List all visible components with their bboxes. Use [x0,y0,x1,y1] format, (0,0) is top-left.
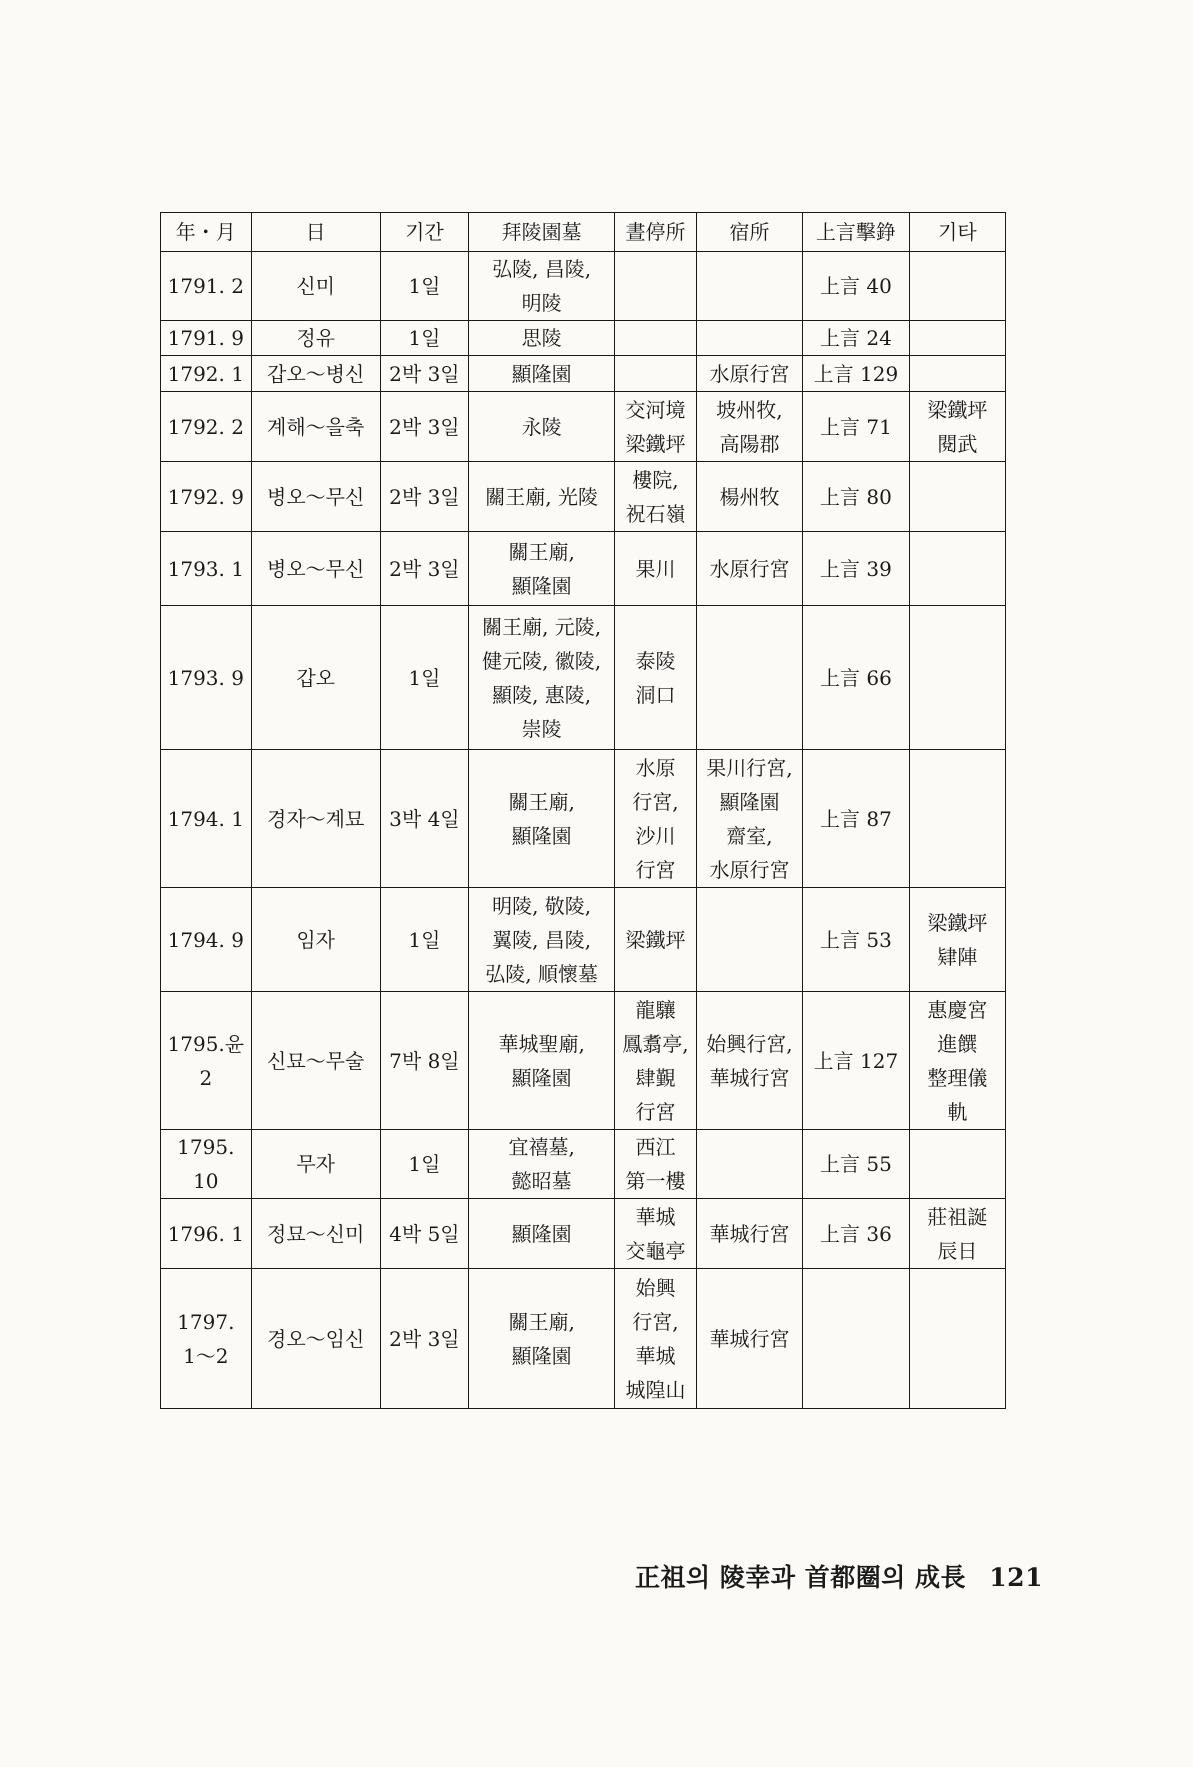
cell-tombs: 關王廟, 元陵, 健元陵, 徽陵, 顯陵, 惠陵, 崇陵 [469,606,615,750]
cell-day: 병오～무신 [251,462,380,532]
header-other: 기타 [909,213,1005,252]
cell-period: 3박 4일 [380,750,468,888]
page-footer [635,1558,1043,1594]
cell-lodging: 楊州牧 [696,462,802,532]
cell-rest-stop: 水原 行宮, 沙川 行宮 [615,750,697,888]
page-number: 121 [989,1563,1043,1592]
cell-tombs: 弘陵, 昌陵, 明陵 [469,252,615,321]
table-row [161,1130,1006,1199]
cell-other [909,356,1005,392]
cell-rest-stop: 西江 第一樓 [615,1130,697,1199]
cell-year-month: 1796. 1 [161,1199,252,1269]
cell-rest-stop [615,321,697,356]
cell-period: 4박 5일 [380,1199,468,1269]
cell-petitions: 上言 53 [803,888,909,992]
cell-petitions [803,1269,909,1409]
cell-tombs: 顯隆園 [469,1199,615,1269]
cell-lodging: 始興行宮, 華城行宮 [696,992,802,1130]
cell-rest-stop: 果川 [615,532,697,606]
cell-period: 2박 3일 [380,1269,468,1409]
cell-rest-stop [615,356,697,392]
cell-lodging [696,252,802,321]
table-row [161,252,1006,321]
cell-period: 1일 [380,252,468,321]
cell-rest-stop [615,252,697,321]
cell-rest-stop: 始興 行宮, 華城 城隍山 [615,1269,697,1409]
cell-rest-stop: 龍驤 鳳翥亭, 肆覲 行宮 [615,992,697,1130]
table-row [161,356,1006,392]
cell-period: 1일 [380,888,468,992]
cell-lodging: 華城行宮 [696,1199,802,1269]
cell-day: 갑오～병신 [251,356,380,392]
cell-petitions: 上言 66 [803,606,909,750]
cell-other [909,532,1005,606]
cell-period: 2박 3일 [380,392,468,462]
table-row [161,992,1006,1130]
table-row [161,462,1006,532]
cell-petitions: 上言 87 [803,750,909,888]
cell-lodging: 水原行宮 [696,532,802,606]
cell-petitions: 上言 80 [803,462,909,532]
cell-year-month: 1795.윤 2 [161,992,252,1130]
cell-period: 2박 3일 [380,356,468,392]
cell-year-month: 1791. 2 [161,252,252,321]
cell-rest-stop: 交河境 梁鐵坪 [615,392,697,462]
cell-other: 莊祖誕 辰日 [909,1199,1005,1269]
table-row [161,888,1006,992]
header-petitions: 上言擊錚 [803,213,909,252]
cell-tombs: 華城聖廟, 顯隆園 [469,992,615,1130]
cell-day: 무자 [251,1130,380,1199]
cell-day: 경오～임신 [251,1269,380,1409]
cell-year-month: 1794. 9 [161,888,252,992]
cell-period: 2박 3일 [380,532,468,606]
cell-day: 계해～을축 [251,392,380,462]
cell-other [909,1269,1005,1409]
cell-rest-stop: 華城 交龜亭 [615,1199,697,1269]
cell-day: 임자 [251,888,380,992]
cell-tombs: 思陵 [469,321,615,356]
cell-other [909,321,1005,356]
cell-petitions: 上言 127 [803,992,909,1130]
cell-petitions: 上言 39 [803,532,909,606]
cell-petitions: 上言 24 [803,321,909,356]
cell-year-month: 1792. 9 [161,462,252,532]
cell-tombs: 顯隆園 [469,356,615,392]
cell-lodging: 果川行宮, 顯隆園 齋室, 水原行宮 [696,750,802,888]
cell-tombs: 永陵 [469,392,615,462]
header-tombs: 拜陵園墓 [469,213,615,252]
cell-other: 惠慶宮 進饌 整理儀 軌 [909,992,1005,1130]
cell-lodging [696,888,802,992]
cell-tombs: 關王廟, 顯隆園 [469,532,615,606]
cell-lodging: 華城行宮 [696,1269,802,1409]
header-period: 기간 [380,213,468,252]
table-row [161,1199,1006,1269]
cell-petitions: 上言 36 [803,1199,909,1269]
cell-year-month: 1794. 1 [161,750,252,888]
cell-tombs: 明陵, 敬陵, 翼陵, 昌陵, 弘陵, 順懷墓 [469,888,615,992]
cell-tombs: 關王廟, 顯隆園 [469,1269,615,1409]
cell-year-month: 1797. 1～2 [161,1269,252,1409]
cell-rest-stop: 泰陵 洞口 [615,606,697,750]
cell-rest-stop: 梁鐵坪 [615,888,697,992]
cell-lodging [696,1130,802,1199]
cell-year-month: 1792. 1 [161,356,252,392]
running-title: 正祖의 陵幸과 首都圈의 成長 [635,1563,967,1592]
cell-lodging [696,606,802,750]
cell-year-month: 1793. 1 [161,532,252,606]
cell-day: 정유 [251,321,380,356]
cell-petitions: 上言 40 [803,252,909,321]
cell-tombs: 關王廟, 光陵 [469,462,615,532]
cell-period: 2박 3일 [380,462,468,532]
cell-period: 1일 [380,321,468,356]
cell-day: 신묘～무술 [251,992,380,1130]
cell-day: 병오～무신 [251,532,380,606]
cell-day: 정묘～신미 [251,1199,380,1269]
cell-other: 梁鐵坪 閱武 [909,392,1005,462]
table-row [161,606,1006,750]
table-row [161,321,1006,356]
cell-petitions: 上言 55 [803,1130,909,1199]
cell-year-month: 1795. 10 [161,1130,252,1199]
cell-year-month: 1791. 9 [161,321,252,356]
header-year-month: 年・月 [161,213,252,252]
cell-period: 1일 [380,606,468,750]
cell-day: 경자～계묘 [251,750,380,888]
cell-period: 7박 8일 [380,992,468,1130]
cell-tombs: 關王廟, 顯隆園 [469,750,615,888]
header-lodging: 宿所 [696,213,802,252]
cell-other [909,606,1005,750]
royal-tomb-visit-table [160,212,1006,1409]
cell-period: 1일 [380,1130,468,1199]
cell-lodging [696,321,802,356]
cell-other [909,252,1005,321]
cell-other [909,750,1005,888]
table-row [161,750,1006,888]
table-row [161,392,1006,462]
cell-lodging: 水原行宮 [696,356,802,392]
table-header-row [161,213,1006,252]
table-row [161,532,1006,606]
table-row [161,1269,1006,1409]
cell-year-month: 1792. 2 [161,392,252,462]
cell-petitions: 上言 71 [803,392,909,462]
cell-year-month: 1793. 9 [161,606,252,750]
cell-other [909,462,1005,532]
header-day: 日 [251,213,380,252]
cell-day: 신미 [251,252,380,321]
cell-lodging: 坡州牧, 高陽郡 [696,392,802,462]
cell-tombs: 宜禧墓, 懿昭墓 [469,1130,615,1199]
cell-petitions: 上言 129 [803,356,909,392]
cell-other: 梁鐵坪 肄陣 [909,888,1005,992]
cell-other [909,1130,1005,1199]
cell-rest-stop: 樓院, 祝石嶺 [615,462,697,532]
header-rest-stop: 晝停所 [615,213,697,252]
cell-day: 갑오 [251,606,380,750]
